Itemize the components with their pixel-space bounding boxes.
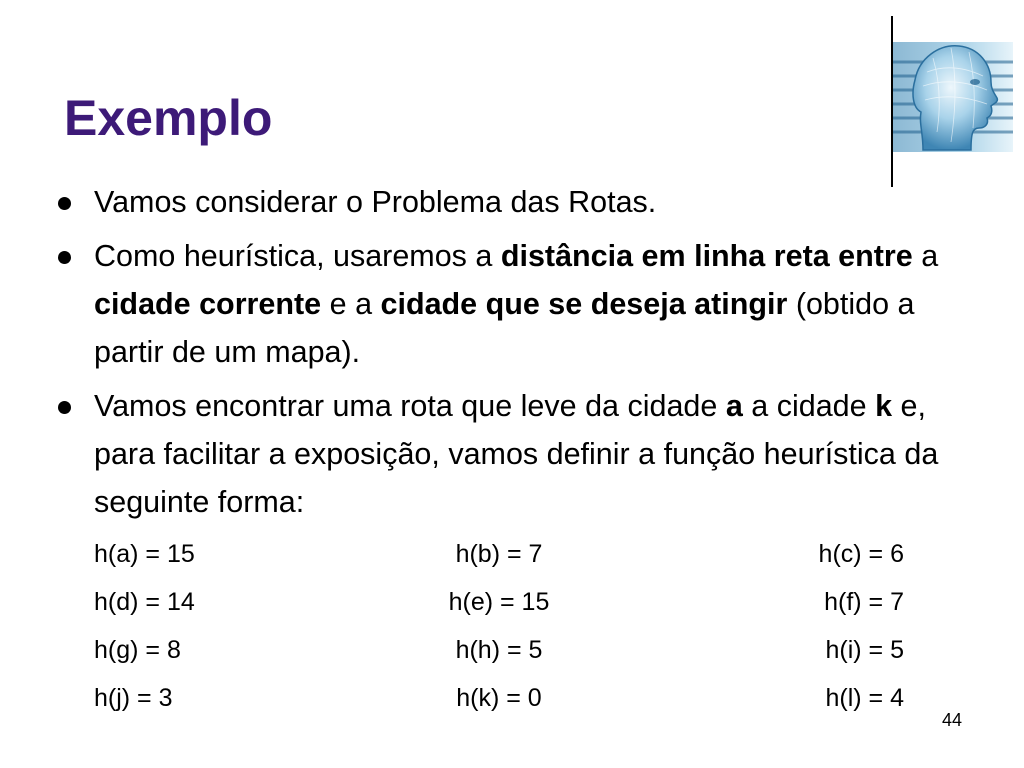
text-run: (obtido a partir de um mapa). xyxy=(94,287,915,369)
table-row xyxy=(94,578,904,626)
table-row xyxy=(94,626,904,674)
heuristic-values-table xyxy=(94,530,904,722)
bold-text: k xyxy=(875,389,893,423)
bold-text: distância em linha reta entre xyxy=(500,239,913,273)
text-run: Vamos considerar o Problema das Rotas. xyxy=(94,185,657,219)
text-run: Vamos encontrar uma rota que leve da cidade xyxy=(94,389,726,423)
bold-text: a xyxy=(725,389,743,423)
heuristic-cell: h(e) = 15 xyxy=(448,587,550,616)
heuristic-cell: h(f) = 7 xyxy=(824,587,904,616)
heuristic-cell: h(h) = 5 xyxy=(455,635,543,664)
bullet-dot xyxy=(58,401,71,414)
bullet-dot xyxy=(58,251,71,264)
text-run: a cidade xyxy=(742,389,876,423)
text-run: e, para facilitar a exposição, vamos definir a função heurística da seguinte forma: xyxy=(94,389,939,519)
heuristic-cell: h(g) = 8 xyxy=(94,635,181,664)
heuristic-cell: h(k) = 0 xyxy=(456,683,542,712)
text-run: Como heurística, usaremos a xyxy=(94,239,501,273)
heuristic-cell: h(b) = 7 xyxy=(455,539,543,568)
bullet-item xyxy=(0,382,1024,526)
bullet-item xyxy=(0,232,1024,376)
text-run: a xyxy=(912,239,939,273)
heuristic-cell: h(c) = 6 xyxy=(818,539,904,568)
heuristic-cell: h(i) = 5 xyxy=(825,635,904,664)
bold-text: cidade corrente xyxy=(94,287,322,321)
heuristic-cell: h(l) = 4 xyxy=(825,683,904,712)
bullet-list xyxy=(0,178,1024,532)
heuristic-cell: h(j) = 3 xyxy=(94,683,173,712)
bullet-item xyxy=(0,178,1024,226)
table-row xyxy=(94,674,904,722)
slide-title: Exemplo xyxy=(64,90,273,146)
text-run: e a xyxy=(321,287,381,321)
table-row xyxy=(94,530,904,578)
heuristic-cell: h(d) = 14 xyxy=(94,587,195,616)
page-number: 44 xyxy=(941,710,963,730)
bullet-text xyxy=(94,389,938,519)
digital-head-icon xyxy=(893,32,1013,152)
bullet-text xyxy=(94,239,938,369)
bullet-text xyxy=(94,185,656,219)
bullet-dot xyxy=(58,197,71,210)
bold-text: cidade que se deseja atingir xyxy=(380,287,788,321)
heuristic-cell: h(a) = 15 xyxy=(94,539,195,568)
